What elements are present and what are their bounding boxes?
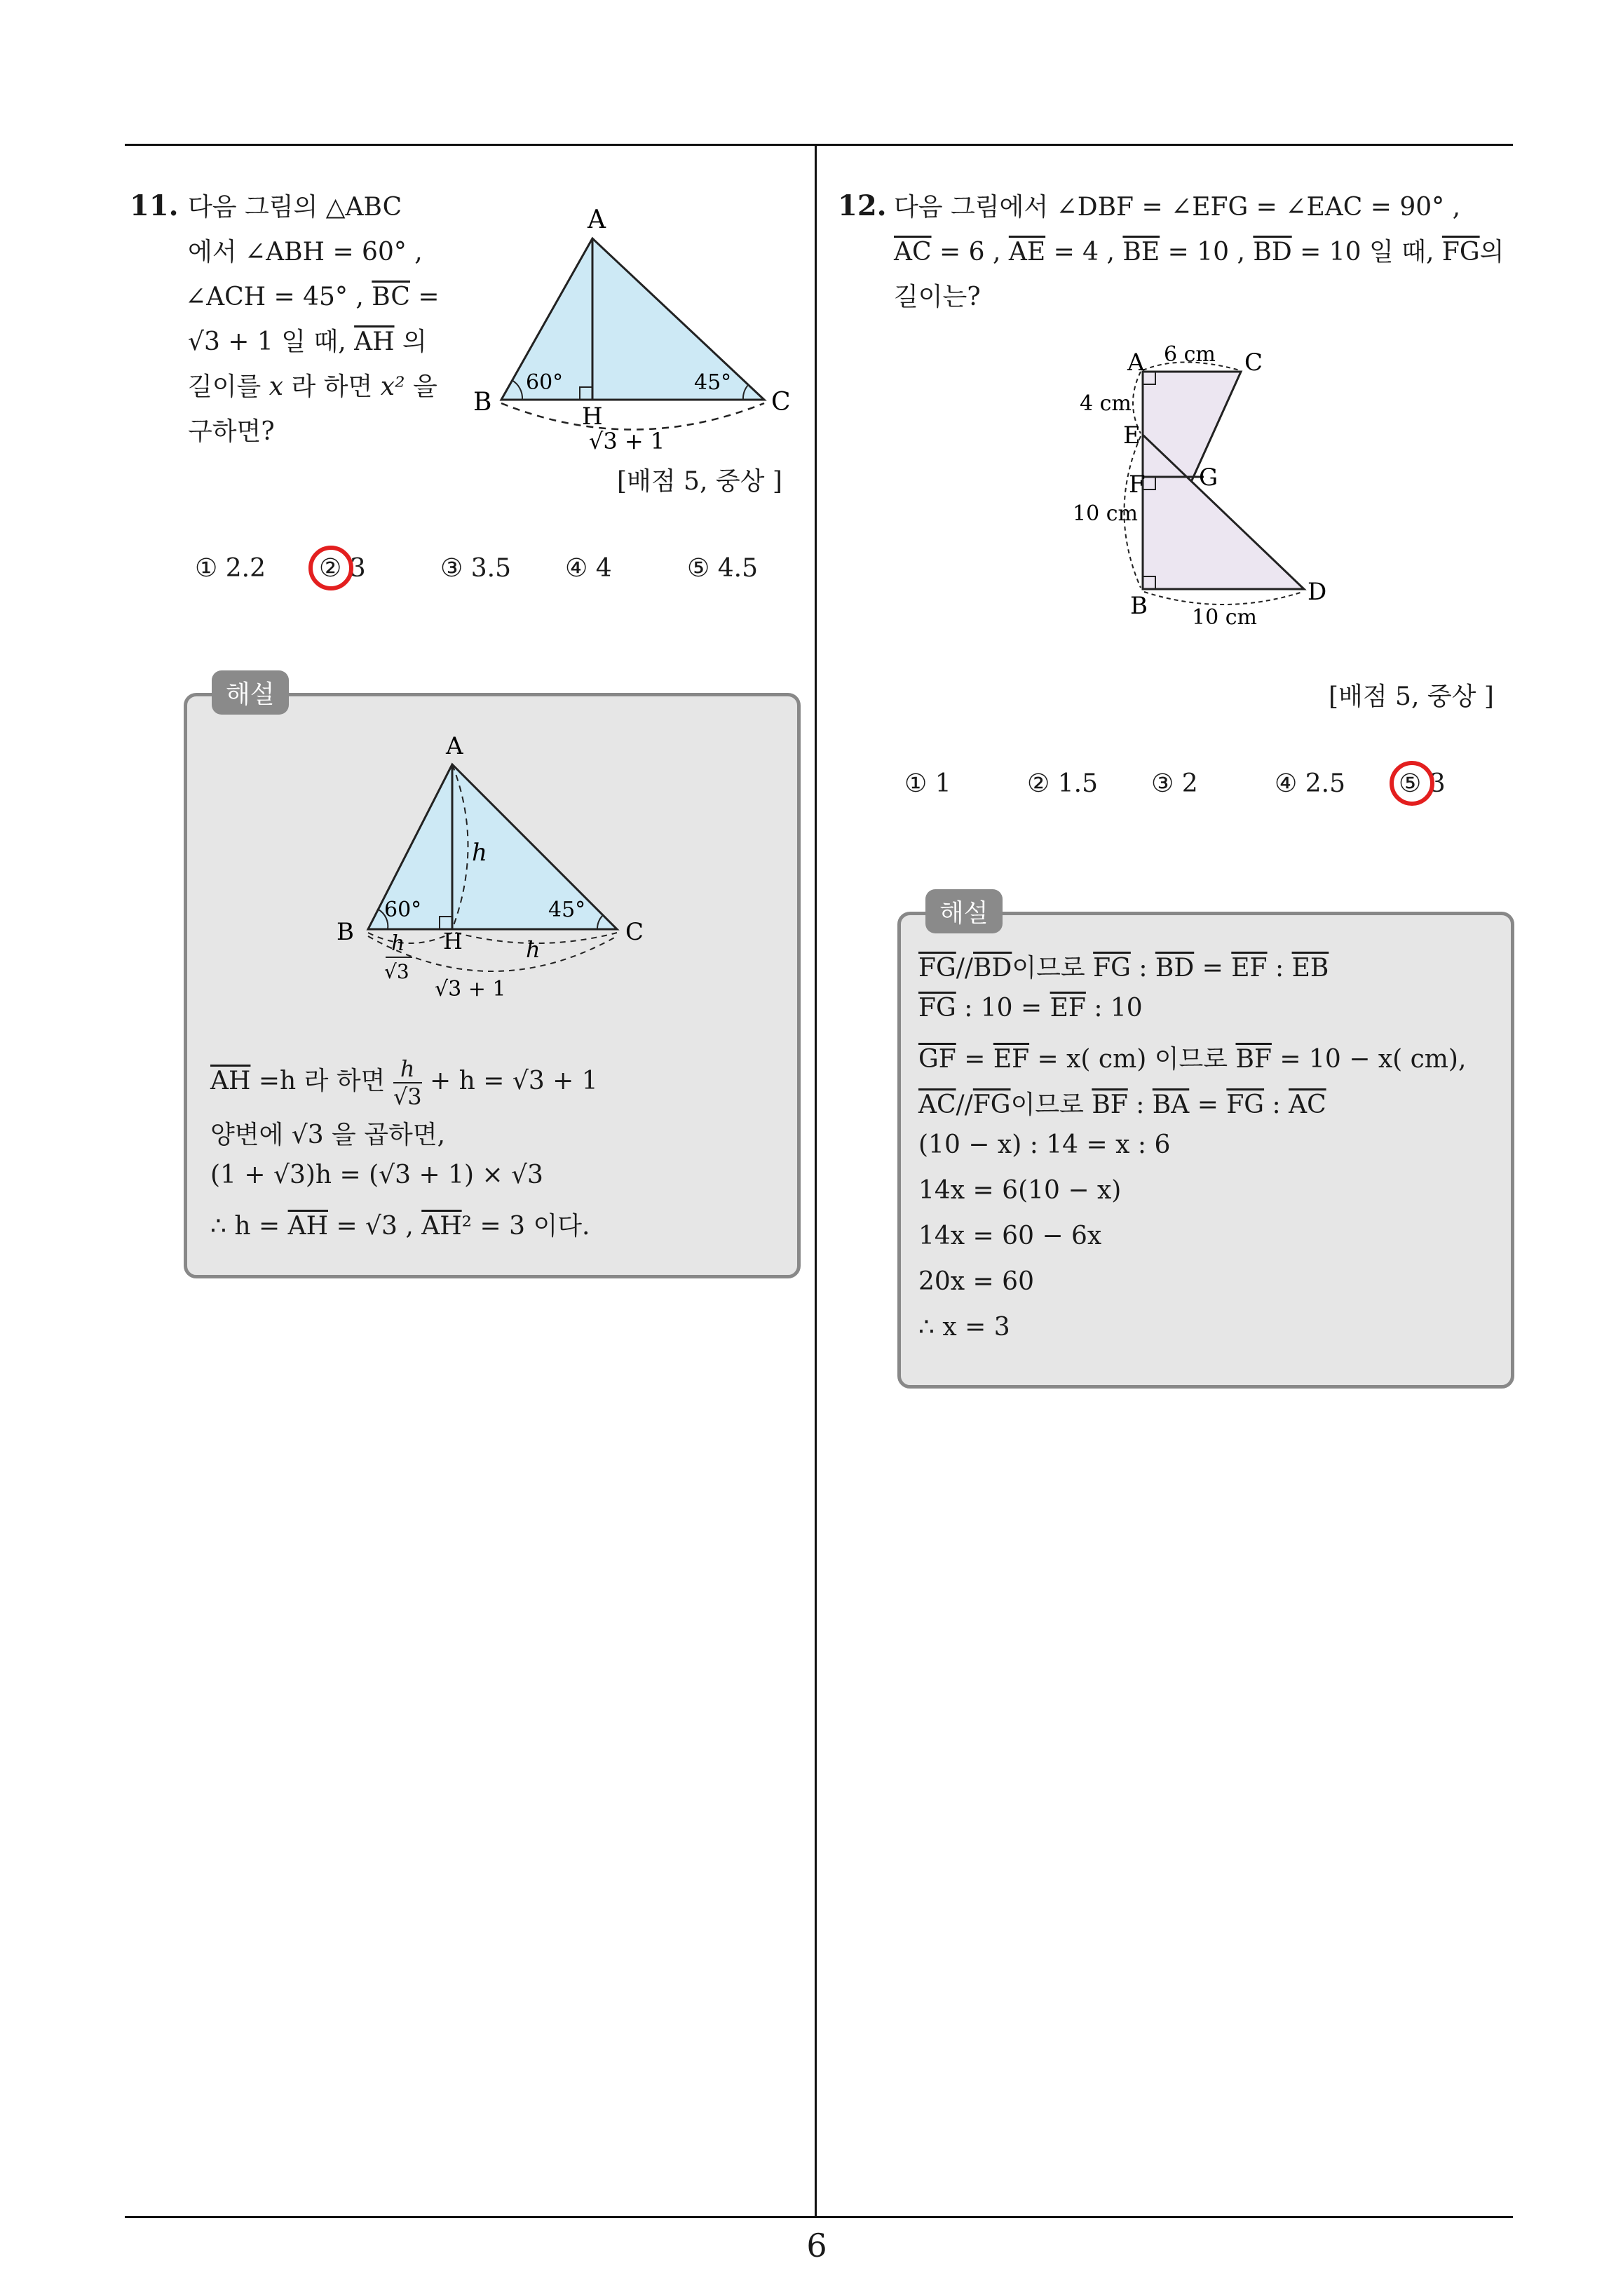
q12s-line1: $\overline{FG}//\overline{BD}$이므로 $\overline{FG}$ : $\overline{BD} = \overline{EF}$ : $\overline{EB}$: [918, 954, 1329, 982]
q11-score: [배점 5, 중상 ]: [617, 467, 782, 496]
q11s-label-a: A: [446, 732, 463, 760]
q11-choice-1[interactable]: ① 2.2: [195, 554, 266, 583]
q12-label-a: A: [1127, 349, 1145, 377]
q12s-line2: $\overline{FG}$ : $10 = \overline{EF}$ : 10: [918, 994, 1143, 1022]
q12-label-c: C: [1244, 349, 1263, 377]
q12s-line7: 14x = 60 − 6x: [918, 1222, 1102, 1250]
q11-line6: 구하면?: [188, 417, 275, 446]
q12-label-ae: 4 cm: [1080, 391, 1132, 416]
q12-choice-1[interactable]: ① 1: [904, 769, 951, 798]
q12-score: [배점 5, 중상 ]: [1329, 682, 1494, 711]
q11-label-h: H: [582, 403, 603, 431]
q12-segment-0: $\overline{AC}$: [894, 238, 932, 266]
q12-line2: $\overline{AC} = 6$ , $\overline{AE} = 4$ , $\overline{BE} = 10$ , $\overline{BD} = 10$ 일 때, $\overline{FG}$의: [894, 238, 1505, 266]
q11-base-brace: [501, 403, 764, 430]
q11-line5: 길이를 x 라 하면 x² 을: [188, 372, 437, 401]
q12s-line6: 14x = 6(10 − x): [918, 1176, 1122, 1205]
q12-line3: 길이는?: [894, 283, 981, 311]
q11-choice-2[interactable]: ② 3: [319, 554, 366, 583]
q11-line1: 다음 그림의 △ABC: [188, 193, 402, 222]
q11-label-a: A: [588, 205, 606, 234]
q12-label-b: B: [1130, 592, 1148, 620]
q11s-hc-label: h: [526, 936, 541, 963]
q12-label-d: D: [1308, 578, 1327, 606]
q11-label-c: C: [771, 388, 791, 417]
q12-segment-2: $\overline{BE}$: [1122, 238, 1160, 266]
q12-label-e: E: [1123, 421, 1141, 450]
page-number: 6: [806, 2227, 827, 2264]
q11-choice-5[interactable]: ⑤ 4.5: [687, 554, 758, 583]
q11s-base-label: √3 + 1: [435, 977, 506, 1001]
q11-solution-figure: [322, 726, 666, 1020]
q11s-bh-den: √3: [384, 960, 409, 983]
q11s-label-h: H: [443, 928, 463, 954]
q11s-angle-b-label: 60°: [384, 898, 422, 922]
column-divider: [815, 144, 817, 2216]
q12-solution-tag: 해설: [925, 889, 1003, 933]
q11-base-label: √3 + 1: [589, 428, 665, 454]
q11s-label-c: C: [625, 918, 644, 946]
q11s-angle-c-label: 45°: [548, 898, 586, 922]
q11s-line2: 양변에 √3 을 곱하면,: [210, 1121, 446, 1149]
q12-selected-mark: [1390, 761, 1434, 806]
q11-angle-c-label: 45°: [694, 370, 732, 395]
bottom-rule: [125, 2216, 1513, 2218]
q12s-line5: (10 − x) : 14 = x : 6: [918, 1130, 1171, 1159]
q11-label-b: B: [473, 388, 492, 417]
q12-choice-3[interactable]: ③ 2: [1151, 769, 1198, 798]
q12-label-be: 10 cm: [1073, 501, 1138, 526]
q11s-line1: $\overline{AH} =h$ 라 하면 $\frac{h}{√3}$ + h = √3 + 1: [210, 1055, 598, 1110]
q11-line4: √3 + 1 일 때, $\overline{AH}$ 의: [188, 327, 427, 356]
q12-choice-4[interactable]: ④ 2.5: [1275, 769, 1345, 798]
q11s-bh-brace: [368, 933, 452, 943]
q11-selected-mark: [308, 546, 353, 590]
q11s-label-b: B: [337, 918, 354, 946]
q11s-bh-num: h: [391, 931, 405, 956]
q12s-line8: 20x = 60: [918, 1267, 1034, 1296]
q12-label-f: F: [1129, 471, 1146, 499]
q12-label-g: G: [1199, 464, 1218, 492]
q11-line3: ∠ACH = 45° , $\overline{BC}$ =: [185, 283, 440, 311]
q11s-line3: (1 + √3)h = (√3 + 1) × √3: [210, 1161, 543, 1189]
q12-choice-2[interactable]: ② 1.5: [1027, 769, 1098, 798]
q12s-line3: $\overline{GF} = \overline{EF} = x$( cm) 이므로 $\overline{BF} = 10 - x$( cm),: [918, 1045, 1467, 1074]
q12-bd-brace: [1144, 592, 1303, 605]
q11-solution-tag: 해설: [212, 670, 289, 715]
q11-figure: [463, 196, 799, 463]
q11s-fraction: $\frac{h}{√3}$: [393, 1055, 422, 1110]
q11-choice-3[interactable]: ③ 3.5: [440, 554, 511, 583]
q12-segment-1: $\overline{AE}$: [1008, 238, 1046, 266]
q12-segment-4: $\overline{FG}$: [1441, 238, 1480, 266]
q11-line2: 에서 ∠ABH = 60° ,: [188, 238, 423, 266]
q12s-line4: $\overline{AC}//\overline{FG}$이므로 $\overline{BF}$ : $\overline{BA} = \overline{FG}$ : $\overline{AC}$: [918, 1090, 1326, 1119]
q11-angle-b-label: 60°: [526, 370, 564, 395]
q11s-line4: ∴ $h = \overline{AH} = √3$ , $\overline{AH}^2 = 3$ 이다.: [210, 1212, 590, 1241]
q11-choice-4[interactable]: ④ 4: [565, 554, 612, 583]
q12-segment-3: $\overline{BD}$: [1253, 238, 1292, 266]
q12s-line9: ∴ x = 3: [918, 1313, 1010, 1342]
q12-choice-5[interactable]: ⑤ 3: [1399, 769, 1446, 798]
q12-number: 12.: [838, 189, 887, 222]
q12-figure: [1073, 337, 1388, 638]
q11s-h-label: h: [472, 839, 487, 867]
q12-label-bd: 10 cm: [1192, 605, 1257, 630]
q11-number: 11.: [130, 189, 179, 222]
top-rule: [125, 144, 1513, 146]
q12-line1: 다음 그림에서 ∠DBF = ∠EFG = ∠EAC = 90° ,: [894, 193, 1461, 222]
q12-label-ac: 6 cm: [1164, 342, 1216, 367]
q12-triangle-ebd: [1143, 435, 1304, 589]
